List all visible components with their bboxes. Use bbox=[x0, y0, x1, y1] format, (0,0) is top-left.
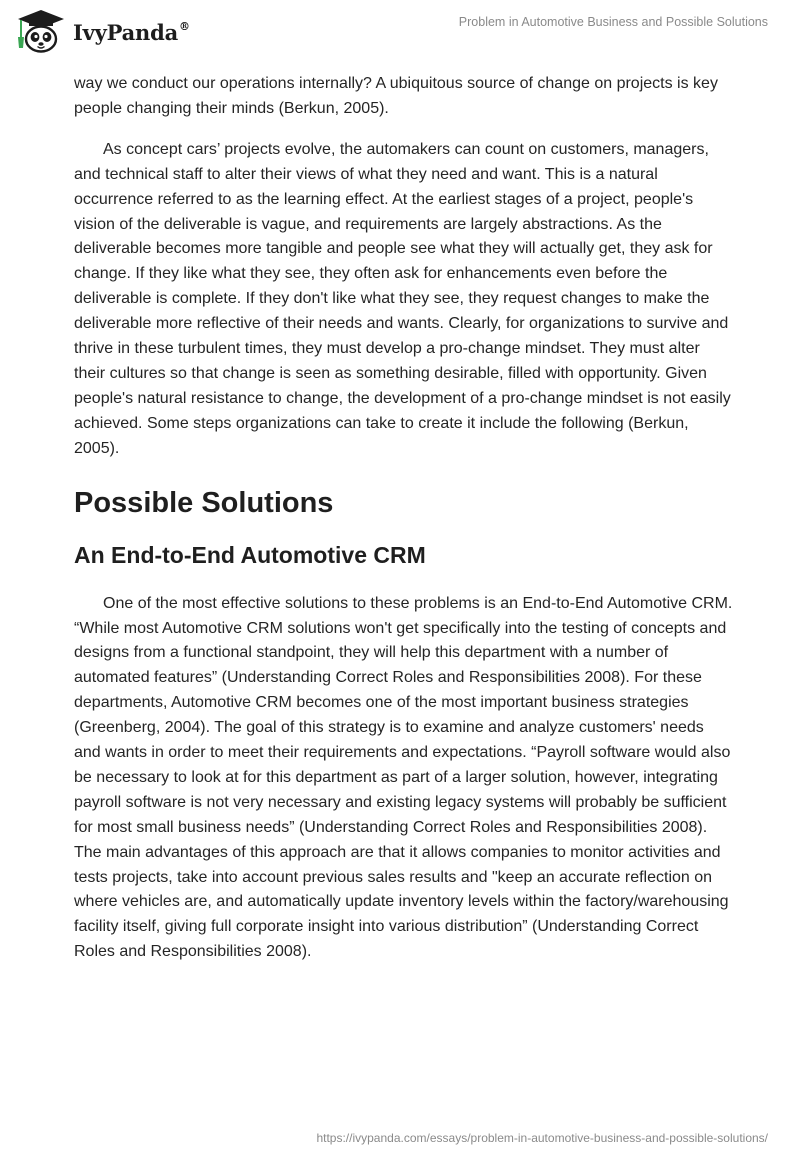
page-header bbox=[0, 0, 800, 62]
brand-name: IvyPanda® bbox=[73, 19, 190, 45]
paragraph-learning-effect: As concept cars’ projects evolve, the automakers can count on customers, managers, and technical staff to alter their views of what they need and want. This is a natural occurrence referred to as the learning effect. At the earliest stages of a project, people's vision of the deliverable is vague, and requirements are largely abstractions. As the deliverable becomes more tangible and people see what they will actually get, they ask for change. If they like what they see, they often ask for enhancements even before the deliverable is complete. If they don't like what they see, they request changes to make the deliverable more reflective of their needs and wants. Clearly, for organizations to survive and thrive in these turbulent times, they must develop a pro-change mindset. They must alter their cultures so that change is seen as something desirable, filled with opportunity. Given people's natural resistance to change, the development of a pro-change mindset is not easily achieved. Some steps organizations can take to create it include the following (Berkun, 2005). bbox=[74, 140, 731, 457]
panda-logo-icon bbox=[15, 8, 67, 54]
subsection-heading-crm: An End-to-End Automotive CRM bbox=[74, 541, 426, 568]
article-body bbox=[74, 72, 734, 965]
document-title: Problem in Automotive Business and Possible Solutions bbox=[458, 15, 768, 29]
source-url[interactable]: https://ivypanda.com/essays/problem-in-automotive-business-and-possible-solutions/ bbox=[316, 1131, 768, 1145]
paragraph-continued: way we conduct our operations internally? A ubiquitous source of change on projects is key people changing their minds (Berkun, 2005). bbox=[74, 75, 718, 117]
paragraph-crm-solution: One of the most effective solutions to these problems is an End-to-End Automotive CRM. “While most Automotive CRM solutions won't get specifically into the testing of concepts and designs from a functional standpoint, they will help this department with a number of automated features” (Understanding Correct Roles and Responsibilities 2008). For these departments, Automotive CRM becomes one of the most important business strategies (Greenberg, 2004). The goal of this strategy is to examine and analyze customers' needs and wants in order to meet their requirements and expectations. “Payroll software would also be necessary to look at for this department as part of a larger solution, however, integrating payroll software is not very necessary and existing legacy systems will probably be sufficient for most small business needs” (Understanding Correct Roles and Responsibilities 2008). The main advantages of this approach are that it allows companies to monitor activities and tests projects, take into account previous sales results and "keep an accurate reflection on where vehicles are, and automatically update inventory levels within the factory/warehousing facility itself, giving full corporate insight into various distribution” (Understanding Correct Roles and Responsibilities 2008). bbox=[74, 594, 733, 961]
section-heading-possible-solutions: Possible Solutions bbox=[74, 486, 334, 519]
brand-logo[interactable] bbox=[15, 8, 190, 54]
